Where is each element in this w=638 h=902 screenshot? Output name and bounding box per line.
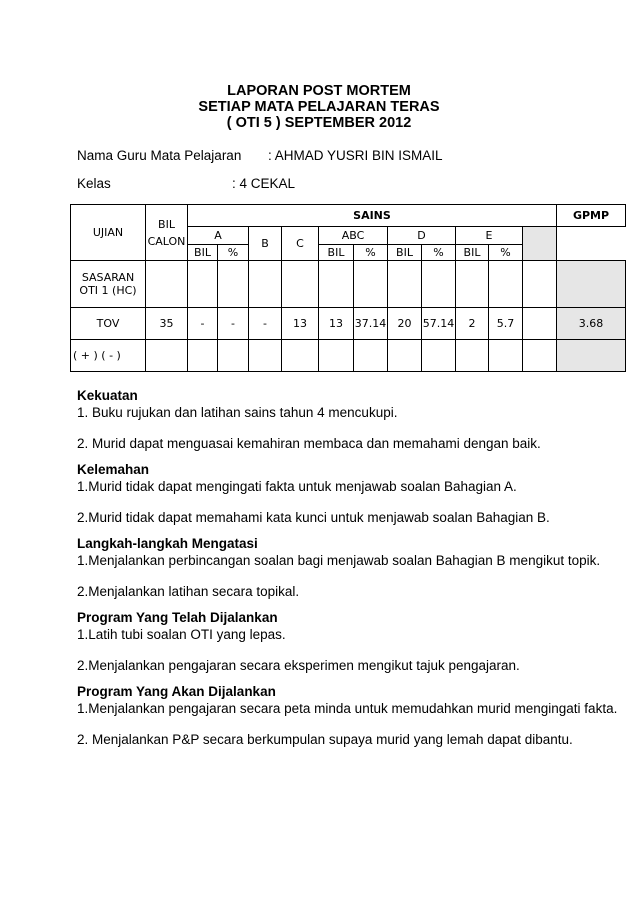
langkah-section (77, 535, 600, 600)
plus-minus-label: ( + ) ( - ) (71, 340, 146, 372)
langkah-title: Langkah-langkah Mengatasi (77, 536, 258, 551)
program-telah-section (77, 609, 520, 674)
tov-e-pct: 5.7 (489, 308, 523, 340)
gpmp-header: GPMP (557, 205, 626, 227)
kekuatan-section (77, 387, 541, 452)
grade-d-header: D (388, 227, 456, 245)
grade-c-header: C (282, 227, 319, 261)
tov-abc-bil: 13 (319, 308, 354, 340)
program-telah-point-2: 2.Menjalankan pengajaran secara eksperimen mengikut tajuk pengajaran. (77, 658, 520, 673)
tov-label: TOV (71, 308, 146, 340)
tov-a-bil: - (188, 308, 218, 340)
tov-e-bil: 2 (456, 308, 489, 340)
grade-b-header: B (249, 227, 282, 261)
report-exam: ( OTI 5 ) SEPTEMBER 2012 (226, 115, 412, 131)
bil-calon-header: BIL CALON (146, 205, 188, 261)
program-telah-point-1: 1.Latih tubi soalan OTI yang lepas. (77, 627, 286, 642)
program-akan-point-1: 1.Menjalankan pengajaran secara peta minda untuk memudahkan murid mengingati fakta. (77, 701, 618, 716)
kekuatan-title: Kekuatan (77, 388, 138, 403)
results-table (70, 204, 626, 372)
grade-e-header: E (456, 227, 523, 245)
kelemahan-point-1: 1.Murid tidak dapat mengingati fakta untuk menjawab soalan Bahagian A. (77, 479, 517, 494)
class-label: Kelas (77, 176, 111, 191)
teacher-label: Nama Guru Mata Pelajaran (77, 148, 242, 163)
e-pct-header: % (489, 245, 523, 261)
program-akan-section (77, 683, 617, 748)
program-akan-point-2: 2. Menjalankan P&P secara berkumpulan supaya murid yang lemah dapat dibantu. (77, 732, 573, 747)
report-title: LAPORAN POST MORTEM (227, 83, 411, 99)
kekuatan-point-2: 2. Murid dapat menguasai kemahiran membaca dan memahami dengan baik. (77, 436, 541, 451)
tov-d-pct: 57.14 (422, 308, 456, 340)
tov-b: - (249, 308, 282, 340)
class-value: : 4 CEKAL (232, 176, 296, 191)
a-bil-header: BIL (188, 245, 218, 261)
abc-pct-header: % (354, 245, 388, 261)
report-subtitle: SETIAP MATA PELAJARAN TERAS (198, 99, 440, 115)
tov-a-pct: - (218, 308, 249, 340)
program-telah-title: Program Yang Telah Dijalankan (77, 610, 278, 625)
abc-bil-header: BIL (319, 245, 354, 261)
grade-a-header: A (188, 227, 249, 245)
langkah-point-1: 1.Menjalankan perbincangan soalan bagi menjawab soalan Bahagian B mengikut topik. (77, 553, 601, 568)
tov-gpmp: 3.68 (557, 308, 626, 340)
gpmp-empty (523, 227, 557, 261)
e-bil-header: BIL (456, 245, 489, 261)
teacher-value: : AHMAD YUSRI BIN ISMAIL (268, 148, 443, 163)
a-pct-header: % (218, 245, 249, 261)
kekuatan-point-1: 1. Buku rujukan dan latihan sains tahun 4 mencukupi. (77, 405, 398, 420)
subject-header: SAINS (188, 205, 557, 227)
grade-abc-header: ABC (319, 227, 388, 245)
tov-calon: 35 (146, 308, 188, 340)
ujian-header: UJIAN (71, 205, 146, 261)
d-bil-header: BIL (388, 245, 422, 261)
tov-d-bil: 20 (388, 308, 422, 340)
d-pct-header: % (422, 245, 456, 261)
kelemahan-section (77, 461, 550, 526)
langkah-point-2: 2.Menjalankan latihan secara topikal. (77, 584, 300, 599)
kelemahan-title: Kelemahan (77, 462, 150, 477)
tov-abc-pct: 37.14 (354, 308, 388, 340)
sasaran-label: SASARAN OTI 1 (HC) (71, 261, 146, 308)
program-akan-title: Program Yang Akan Dijalankan (77, 684, 276, 699)
kelemahan-point-2: 2.Murid tidak dapat memahami kata kunci untuk menjawab soalan Bahagian B. (77, 510, 550, 525)
tov-c: 13 (282, 308, 319, 340)
